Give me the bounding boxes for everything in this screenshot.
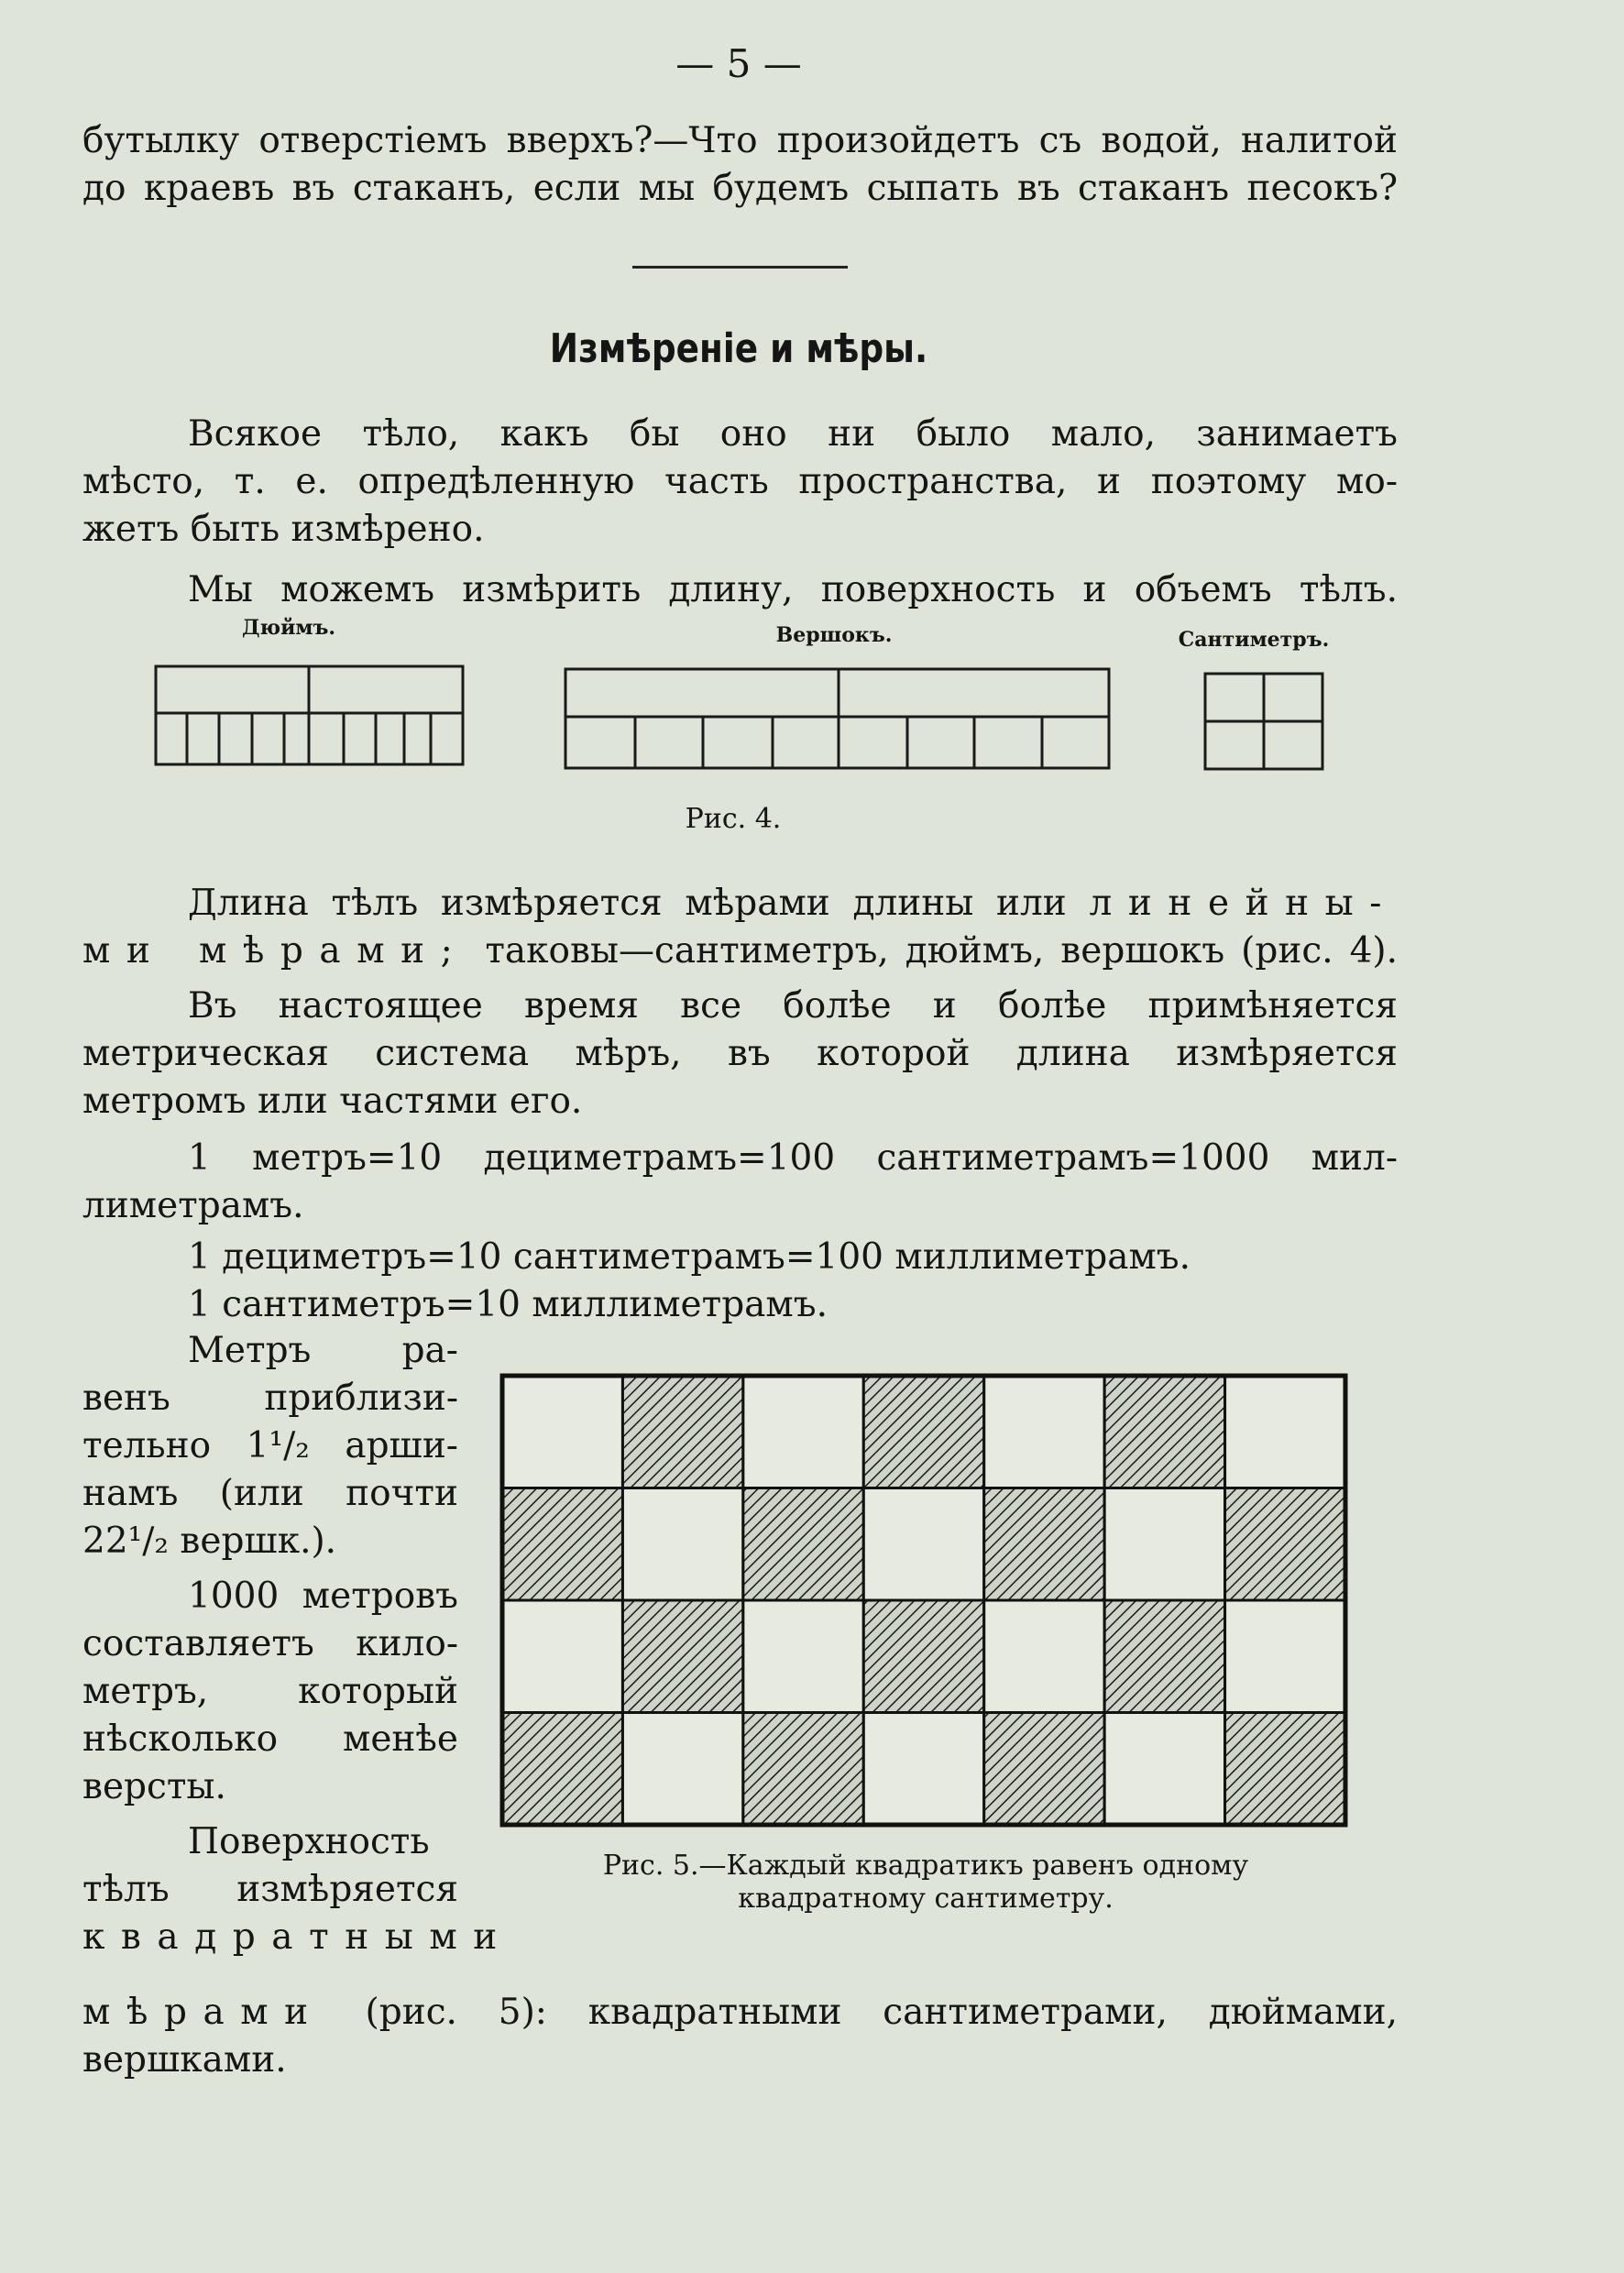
hatched-square bbox=[984, 1488, 1104, 1601]
section-heading: Измѣреніе и мѣры. bbox=[549, 325, 928, 372]
side-line: 1000 метровъ bbox=[188, 1576, 458, 1617]
intro-line-2: до краевъ въ стаканъ, если мы будемъ сыпать въ стаканъ песокъ? bbox=[82, 168, 1398, 209]
hatched-square bbox=[502, 1488, 622, 1601]
blank-square bbox=[502, 1600, 622, 1713]
spaced-term: ми мѣрами; bbox=[82, 930, 469, 972]
side-line: тельно 1¹/₂ арши- bbox=[82, 1425, 458, 1466]
para3-line-2 bbox=[82, 928, 1398, 975]
side-line: венъ приблизи- bbox=[82, 1378, 458, 1419]
para4-line-1: Въ настоящее время все болѣе и болѣе примѣняется bbox=[188, 985, 1398, 1027]
hatched-square bbox=[622, 1376, 742, 1488]
figure-4-caption: Рис. 4. bbox=[685, 803, 782, 835]
para3-text: таковы—сантиметръ, дюймъ, вершокъ (рис. 4). bbox=[468, 930, 1398, 972]
inch-label: Дюймъ. bbox=[241, 616, 336, 640]
figure-5-caption-line-1: Рис. 5.—Каждый квадратикъ равенъ одному bbox=[602, 1850, 1249, 1882]
blank-square bbox=[743, 1376, 863, 1488]
side-line: намъ (или почти bbox=[82, 1473, 458, 1514]
intro-line-1: бутылку отверстіемъ вверхъ?—Что произойдетъ съ водой, налитой bbox=[82, 120, 1398, 161]
para3-line-1 bbox=[188, 880, 1398, 928]
hatched-square bbox=[863, 1376, 983, 1488]
side-line: версты. bbox=[82, 1766, 226, 1807]
side-column bbox=[82, 1327, 513, 1961]
page-number: — 5 — bbox=[675, 41, 802, 86]
blank-square bbox=[984, 1600, 1104, 1713]
vershok-label: Вершокъ. bbox=[775, 623, 893, 647]
hatched-square bbox=[622, 1600, 742, 1713]
centimeter-label: Сантиметръ. bbox=[1178, 628, 1330, 652]
spaced-term: мѣрами bbox=[82, 1992, 324, 2033]
hatched-square bbox=[1225, 1488, 1345, 1601]
para1-line-1: Всякое тѣло, какъ бы оно ни было мало, занимаетъ bbox=[188, 413, 1398, 455]
eq3-line: 1 сантиметръ=10 миллиметрамъ. bbox=[188, 1284, 828, 1325]
hatched-square bbox=[502, 1713, 622, 1826]
para2-line: Мы можемъ измѣрить длину, поверхность и объемъ тѣлъ. bbox=[188, 569, 1398, 610]
side-line: составляетъ кило- bbox=[82, 1623, 458, 1664]
eq1-line-1: 1 метръ=10 дециметрамъ=100 сантиметрамъ=1000 мил- bbox=[188, 1137, 1398, 1179]
blank-square bbox=[1225, 1376, 1345, 1488]
para4-line-3: метромъ или частями его. bbox=[82, 1081, 583, 1122]
blank-square bbox=[1104, 1488, 1224, 1601]
blank-square bbox=[622, 1713, 742, 1826]
side-line: Метръ ра- bbox=[188, 1330, 458, 1371]
blank-square bbox=[622, 1488, 742, 1601]
blank-square bbox=[863, 1713, 983, 1826]
side-line: тѣлъ измѣряется bbox=[82, 1869, 458, 1910]
blank-square bbox=[502, 1376, 622, 1488]
last-line-1 bbox=[82, 1989, 1398, 2037]
figure-4-scales bbox=[0, 0, 1624, 825]
para1-line-2: мѣсто, т. е. опредѣленную часть пространства, и поэтому мо- bbox=[82, 461, 1398, 502]
last-line-2: вершками. bbox=[82, 2039, 287, 2081]
figure-5-checkerboard bbox=[499, 1373, 1352, 1831]
para1-line-3: жетъ быть измѣрено. bbox=[82, 509, 485, 550]
side-line: метръ, который bbox=[82, 1671, 458, 1712]
blank-square bbox=[1104, 1713, 1224, 1826]
blank-square bbox=[1225, 1600, 1345, 1713]
eq1-line-2: лиметрамъ. bbox=[82, 1185, 304, 1226]
hatched-square bbox=[863, 1600, 983, 1713]
blank-square bbox=[743, 1600, 863, 1713]
hatched-square bbox=[984, 1713, 1104, 1826]
eq2-line: 1 дециметръ=10 сантиметрамъ=100 миллиметрамъ. bbox=[188, 1236, 1191, 1278]
hatched-square bbox=[1104, 1600, 1224, 1713]
blank-square bbox=[984, 1376, 1104, 1488]
side-line-spaced: квадратными bbox=[82, 1916, 513, 1958]
side-line: нѣсколько менѣе bbox=[82, 1718, 458, 1760]
spaced-term: линейны- bbox=[1089, 883, 1398, 924]
para3-text: Длина тѣлъ измѣряется мѣрами длины или bbox=[188, 883, 1090, 924]
hatched-square bbox=[1104, 1376, 1224, 1488]
side-line: 22¹/₂ вершк.). bbox=[82, 1521, 337, 1562]
last-text: (рис. 5): квадратными сантиметрами, дюймами, bbox=[324, 1992, 1398, 2033]
hatched-square bbox=[743, 1488, 863, 1601]
hatched-square bbox=[1225, 1713, 1345, 1826]
hatched-square bbox=[743, 1713, 863, 1826]
figure-5-caption-line-2: квадратному сантиметру. bbox=[738, 1883, 1114, 1915]
figure-5-caption bbox=[509, 1850, 1343, 1916]
side-line: Поверхность bbox=[188, 1821, 430, 1862]
blank-square bbox=[863, 1488, 983, 1601]
para4-line-2: метрическая система мѣръ, въ которой длина измѣряется bbox=[82, 1033, 1398, 1074]
